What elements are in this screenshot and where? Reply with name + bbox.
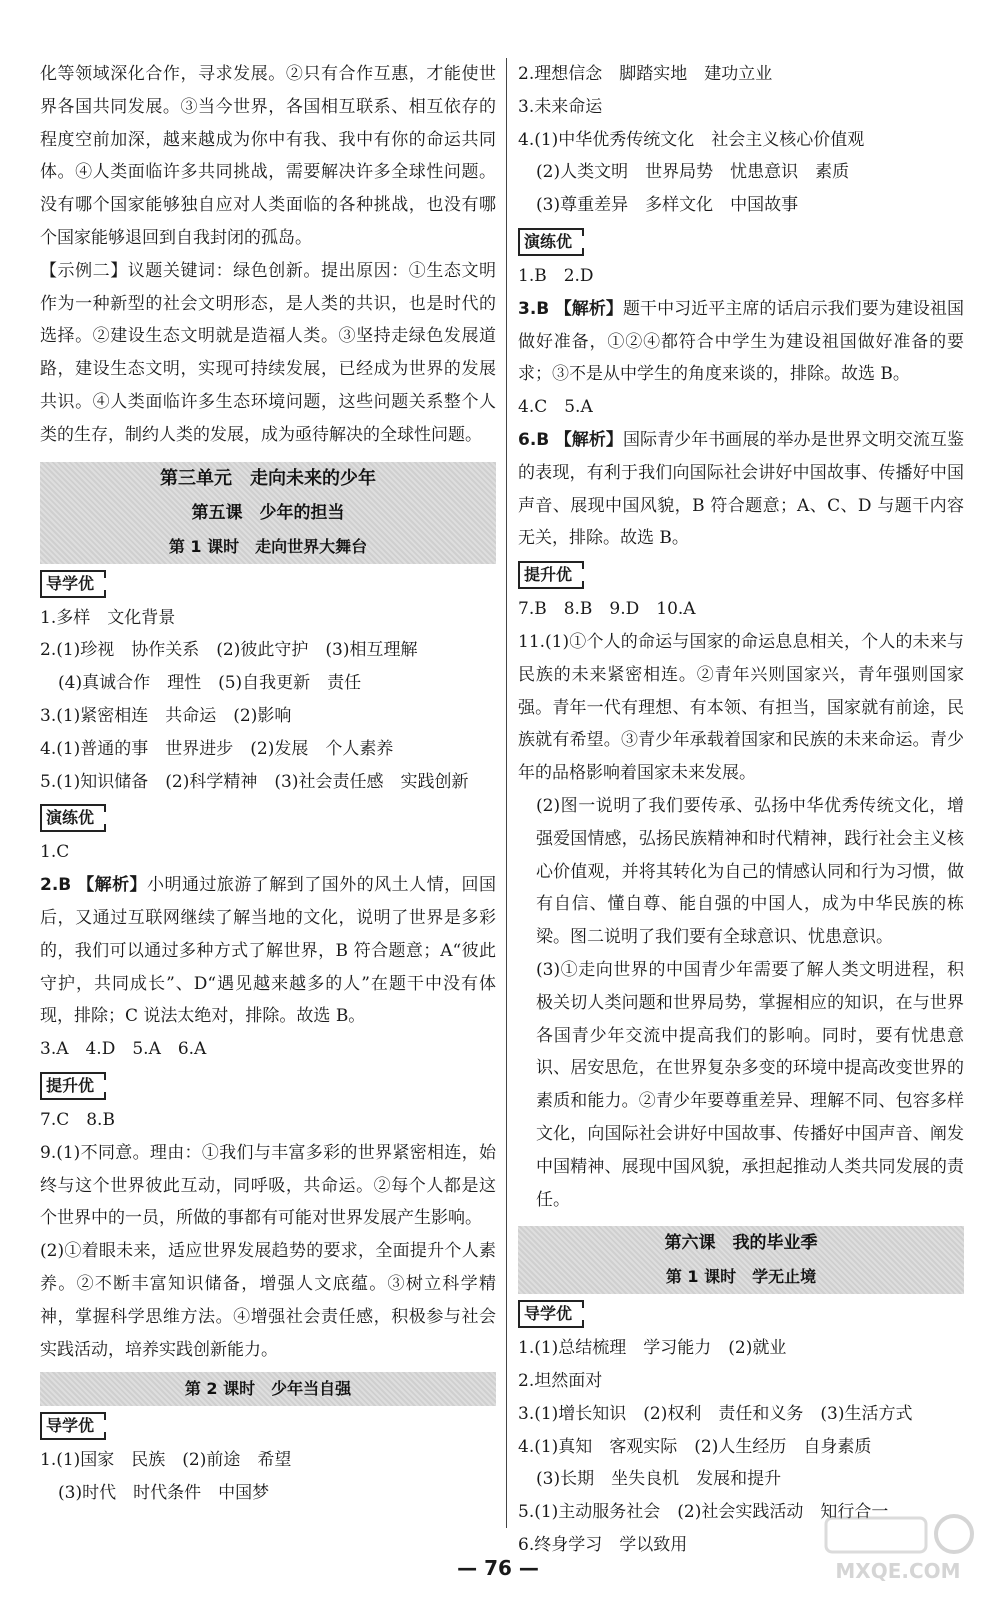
answer-line: 5.(1)知识储备 (2)科学精神 (3)社会责任感 实践创新: [40, 771, 469, 792]
answer-explanation: [40, 869, 496, 1033]
column-divider: [506, 58, 507, 1528]
answer-line: 2.理想信念 脚踏实地 建功立业: [518, 64, 773, 84]
answer-line: (4)真诚合作 理性 (5)自我更新 责任: [58, 673, 362, 694]
answer-number: 2.B: [40, 875, 72, 896]
answer-line: 4.(1)真知 客观实际 (2)人生经历 自身素质: [518, 1436, 872, 1457]
answer-line: 1.(1)国家 民族 (2)前途 希望: [40, 1450, 292, 1471]
answer-line: 1.多样 文化背景: [40, 607, 176, 628]
left-column: [40, 58, 496, 1510]
analysis-label: 【解析】: [77, 875, 148, 896]
section-tag-yanlian: 演练优: [518, 228, 582, 256]
unit-heading-band: [40, 462, 496, 564]
section-tag-tisheng: 提升优: [518, 561, 582, 589]
answer-explanation: [518, 424, 964, 555]
period-title: 第 1 课时 走向世界大舞台: [168, 536, 368, 556]
answer-line: 3.(1)紧密相连 共命运 (2)影响: [40, 705, 292, 726]
answer-explanation: [518, 293, 964, 391]
answer-line: 4.(1)普通的事 世界进步 (2)发展 个人素养: [40, 738, 394, 759]
period-heading-band: [40, 1372, 496, 1406]
answer-line: (2)人类文明 世界局势 忧患意识 素质: [536, 162, 850, 183]
right-column: [518, 58, 964, 1562]
answer-line: (3)长期 坐失良机 发展和提升: [536, 1469, 782, 1490]
answer-paragraph: 9.(1)不同意。理由：①我们与丰富多彩的世界紧密相连，始终与这个世界彼此互动，同呼吸，共命运。②每个人都是这个世界中的一员，所做的事都有可能对世界发展产生影响。: [40, 1142, 496, 1229]
period-title: 第 2 课时 少年当自强: [184, 1379, 352, 1399]
lesson-title: 第六课 我的毕业季: [664, 1233, 818, 1254]
intro-paragraph: 化等领域深化合作，寻求发展。②只有合作互惠，才能使世界各国共同发展。③当今世界，各国相互联系、相互依存的程度空前加深，越来越成为你中有我、我中有你的命运共同体。④人类面临许多共同挑战，需要解决许多全球性问题。没有哪个国家能够独自应对人类面临的各种挑战，也没有哪个国家能够退回到自我封闭的孤岛。: [40, 64, 496, 248]
answer-number: 3.B: [518, 298, 550, 319]
answer-line: 7.B 8.B 9.D 10.A: [518, 599, 696, 620]
lesson-heading-band: [518, 1226, 964, 1294]
answer-line: 5.(1)主动服务社会 (2)社会实践活动 知行合一: [518, 1502, 889, 1523]
answer-line: 3.(1)增长知识 (2)权利 责任和义务 (3)生活方式: [518, 1403, 913, 1424]
answer-line: 4.(1)中华优秀传统文化 社会主义核心价值观: [518, 129, 865, 150]
section-tag-daoxue: 导学优: [40, 1412, 104, 1440]
answer-line: 1.C: [40, 842, 70, 863]
answer-line: 7.C 8.B: [40, 1109, 115, 1130]
svg-text:MXQE.COM: MXQE.COM: [835, 1559, 961, 1583]
answer-line: 1.B 2.D: [518, 265, 594, 286]
section-tag-daoxue: 导学优: [40, 570, 104, 598]
analysis-text: 小明通过旅游了解到了国外的风土人情，回国后，又通过互联网继续了解当地的文化，说明了世界是多彩的，我们可以通过多种方式了解世界，B 符合题意；A“彼此守护，共同成长”、D“遇见越来越多的人”在题干中没有体现，排除；C 说法太绝对，排除。故选 B。: [40, 875, 497, 1027]
answer-paragraph: 11.(1)①个人的命运与国家的命运息息相关，个人的未来与民族的未来紧密相连。②青年兴则国家兴，青年强则国家强。青年一代有理想、有本领、有担当，国家就有前途，民族就有希望。③青少年承载着国家和民族的未来命运。青少年的品格影响着国家未来发展。: [518, 631, 964, 784]
example-paragraph: 【示例二】议题关键词：绿色创新。提出原因：①生态文明作为一种新型的社会文明形态，是人类的共识，也是时代的选择。②建设生态文明就是造福人类。③坚持走绿色发展道路，建设生态文明，实现可持续发展，已经成为世界的发展共识。④人类面临许多生态环境问题，这些问题关系整个人类的生存，制约人类的发展，成为亟待解决的全球性问题。: [40, 260, 496, 445]
analysis-text: 题干中习近平主席的话启示我们要为建设祖国做好准备，①②④都符合中学生为建设祖国做好准备的要求；③不是从中学生的角度来谈的，排除。故选 B。: [518, 298, 965, 385]
answer-line: 3.未来命运: [518, 96, 603, 117]
period-title: 第 1 课时 学无止境: [665, 1267, 817, 1287]
answer-line: (3)尊重差异 多样文化 中国故事: [536, 195, 799, 216]
answer-line: (3)时代 时代条件 中国梦: [58, 1483, 270, 1504]
analysis-text: 国际青少年书画展的举办是世界文明交流互鉴的表现，有利于我们向国际社会讲好中国故事、传播好中国声音、展现中国风貌，B 符合题意；A、C、D 与题干内容无关，排除。故选 B。: [518, 429, 965, 549]
section-tag-daoxue: 导学优: [518, 1300, 582, 1328]
answer-line: 3.A 4.D 5.A 6.A: [40, 1039, 207, 1060]
page-number: — 76 —: [457, 1556, 539, 1580]
unit-title: 第三单元 走向未来的少年: [160, 467, 376, 489]
answer-paragraph: (2)图一说明了我们要传承、弘扬中华优秀传统文化，增强爱国情感，弘扬民族精神和时代精神，践行社会主义核心价值观，并将其转化为自己的情感认同和行为习惯，做有自信、懂自尊、能自强的中国人，成为中华民族的栋梁。图二说明了我们要有全球意识、忧患意识。: [536, 795, 964, 948]
watermark-logo: [818, 1506, 978, 1586]
answer-number: 6.B: [518, 429, 550, 450]
answer-line: 6.终身学习 学以致用: [518, 1535, 688, 1556]
answer-line: 4.C 5.A: [518, 397, 593, 418]
lesson-title: 第五课 少年的担当: [191, 502, 345, 523]
section-tag-yanlian: 演练优: [40, 804, 104, 832]
answer-paragraph: (2)①着眼未来，适应世界发展趋势的要求，全面提升个人素养。②不断丰富知识储备，增强人文底蕴。③树立科学精神，掌握科学思维方法。④增强社会责任感，积极参与社会实践活动，培养实践创新能力。: [40, 1241, 496, 1360]
analysis-label: 【解析】: [554, 298, 623, 319]
answer-line: 2.坦然面对: [518, 1371, 603, 1392]
analysis-label: 【解析】: [554, 429, 623, 450]
answer-paragraph: (3)①走向世界的中国青少年需要了解人类文明进程，积极关切人类问题和世界局势，掌握相应的知识，在与世界各国青少年交流中提高我们的影响。同时，要有忧患意识、居安思危，在世界复杂多变的环境中提高改变世界的素质和能力。②青少年要尊重差异、理解不同、包容多样文化，向国际社会讲好中国故事、传播好中国声音、阐发中国精神、展现中国风貌，承担起推动人类共同发展的责任。: [536, 959, 964, 1210]
answer-line: 2.(1)珍视 协作关系 (2)彼此守护 (3)相互理解: [40, 640, 418, 661]
section-tag-tisheng: 提升优: [40, 1072, 104, 1100]
answer-line: 1.(1)总结梳理 学习能力 (2)就业: [518, 1338, 787, 1359]
